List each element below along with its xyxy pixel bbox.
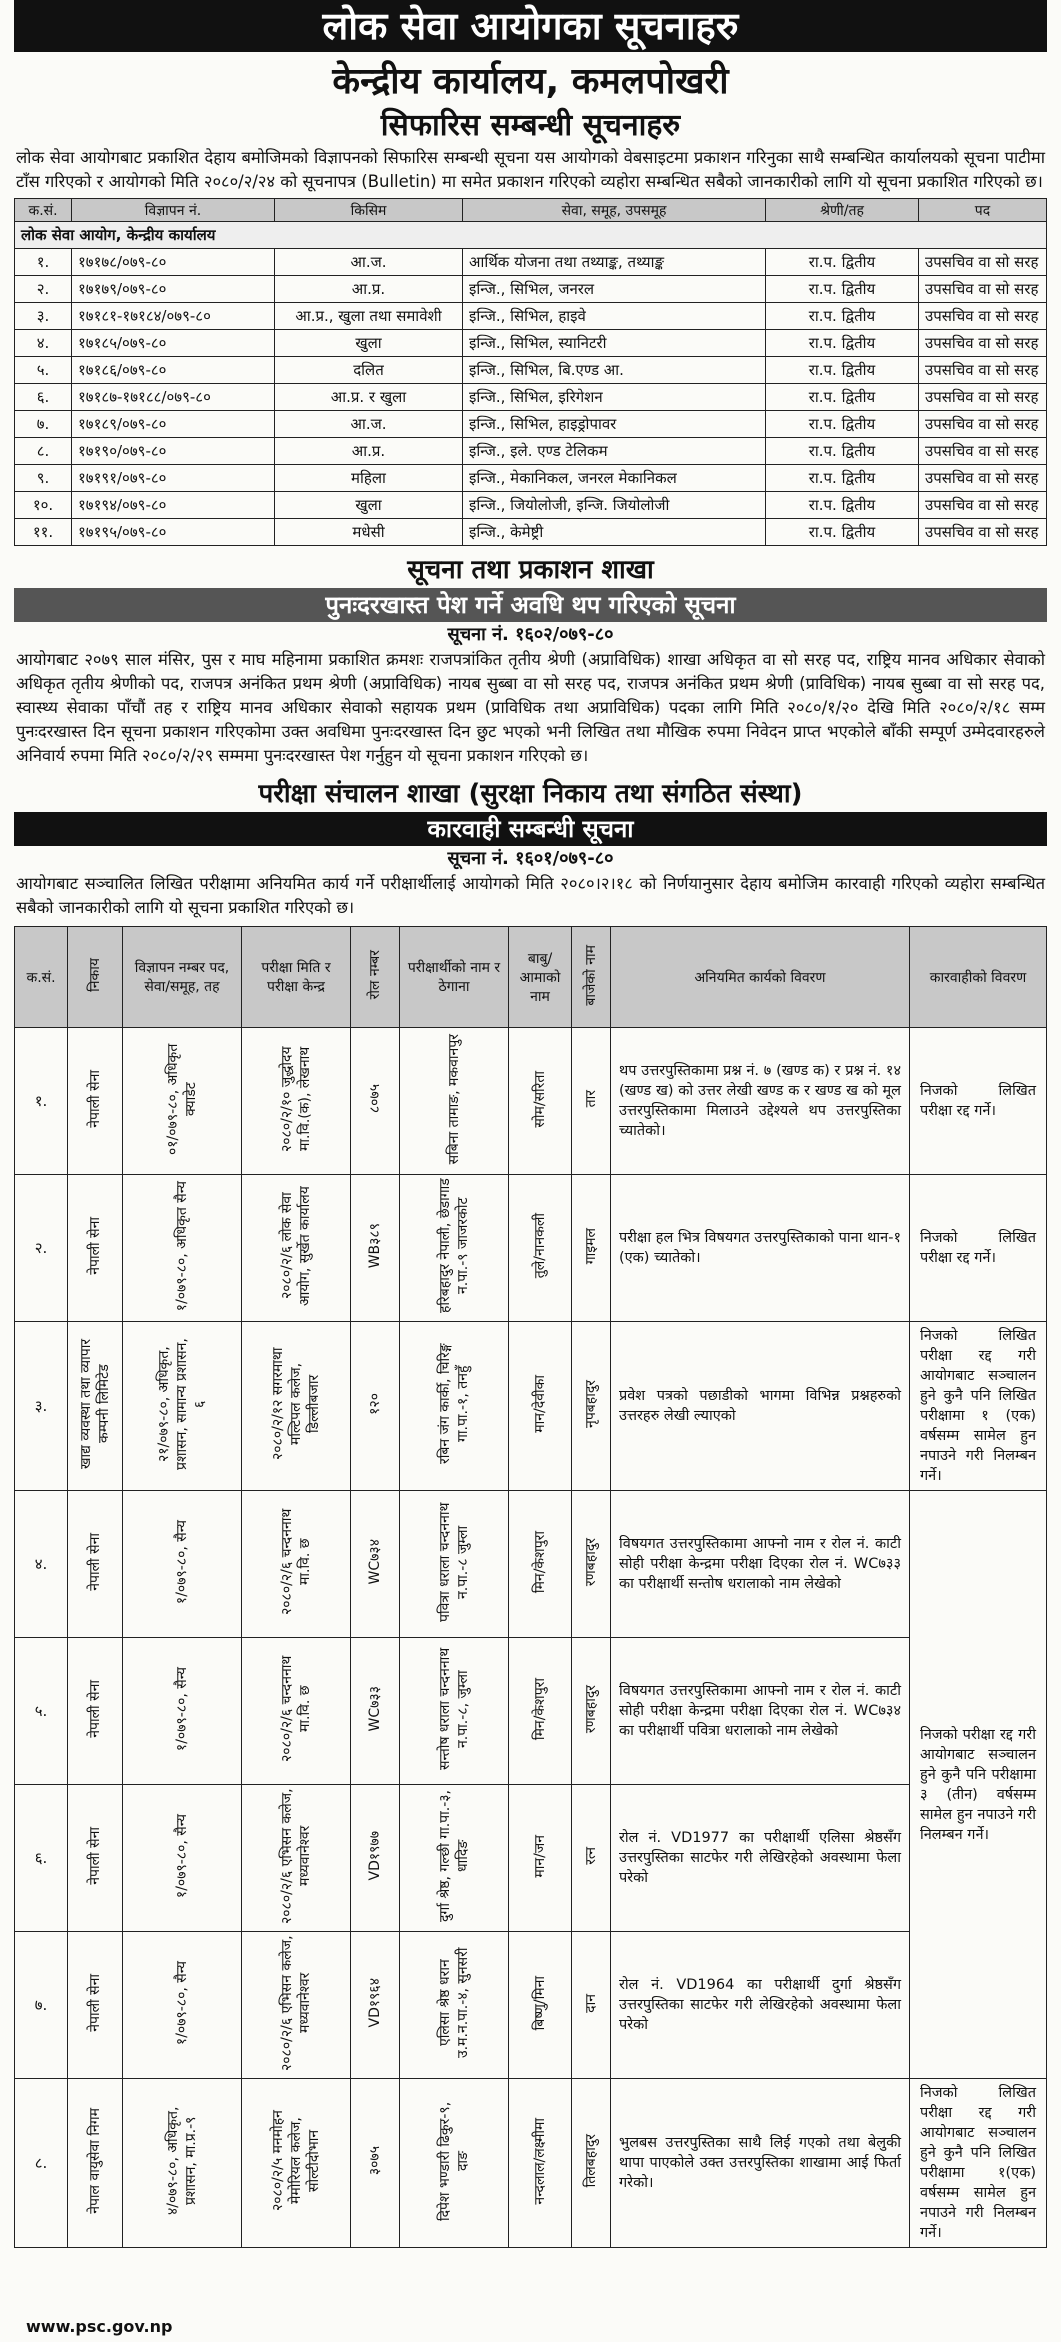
cell-gp-text: रणबहादुर	[583, 1537, 599, 1587]
info-notice-number: सूचना नं. १६०२/०७९-८०	[447, 624, 614, 645]
cell-service: इन्जि., सिभिल, बि.एण्ड आ.	[463, 357, 766, 384]
exam-paragraph: आयोगबाट सञ्चालित लिखित परीक्षामा अनियमित कार्य गर्ने परीक्षार्थीलाई आयोगको मिति २०८०।२।१८ को निर्णयानुसार देहाय बमोजिम कारवाही गरिएको व्यहोरा सम्बन्धित सबैको जानकारीको लागि यो सूचना प्रकाशित गरिएको छ।	[16, 874, 1045, 917]
cell-service: इन्जि., सिभिल, इरिगेशन	[463, 384, 766, 411]
col-sn: क.सं.	[15, 199, 72, 222]
cell-exam-text: २०८०/२/६ एभिसन कलेज, मध्यवानेश्वर	[279, 1935, 313, 2071]
cell-ad: १७१९४/०७९-८०	[72, 492, 275, 519]
cell-gp	[572, 1322, 611, 1491]
cell-name	[400, 1175, 509, 1322]
cell-sn: ७.	[15, 411, 72, 438]
cell-roll-text: ३०७५	[367, 2146, 383, 2176]
cell-name-text: सन्तोष धराला चन्दननाथ न.पा.-८, जुम्ला	[437, 1647, 471, 1771]
table-header-row	[15, 199, 1047, 222]
cell-name-text: एलिसा श्रेष्ठ धरान उ.म.न.पा.-४, सुनसरी	[437, 1947, 471, 2059]
cell-level: रा.प. द्वितीय	[766, 384, 919, 411]
cell-parent	[509, 1785, 572, 1932]
cell-type: आ.प्र.	[275, 276, 463, 303]
cell-sn: ३.	[15, 303, 72, 330]
table-row	[15, 2079, 1047, 2248]
intro-paragraph: लोक सेवा आयोगबाट प्रकाशित देहाय बमोजिमको विज्ञापनको सिफारिस सम्बन्धी सूचना यस आयोगको वेबसाइटमा प्रकाशन गरिनुका साथै सम्बन्धित कार्यालयको सूचना पाटीमा टाँस गरिएको र आयोगको मिति २०८०/२/२४ को सूचनापत्र (Bulletin) मा समेत प्रकाशन गरिएको व्यहोरा सम्बन्धित सबैको जानकारीको लागि यो सूचना प्रकाशित गरिएको छ।	[16, 148, 1045, 191]
action-table-header	[15, 927, 1047, 1028]
cell-service: इन्जि., सिभिल, हाइड्रोपावर	[463, 411, 766, 438]
cell-type: मधेसी	[275, 519, 463, 546]
cell-desc: प्रवेश पत्रको पछाडीको भागमा विभिन्न प्रश्नहरुको उत्तरहरु लेखी ल्याएको	[611, 1322, 910, 1491]
cell-roll	[351, 1175, 400, 1322]
cell-exam-text: २०८०/२/६ लोक सेवा आयोग, सुर्खेत कार्यालय	[279, 1186, 313, 1306]
cell-gp	[572, 1785, 611, 1932]
cell-level: रा.प. द्वितीय	[766, 276, 919, 303]
cell-roll-text: WC७३४	[367, 1539, 383, 1585]
cell-sn: २.	[15, 276, 72, 303]
cell-post: उपसचिव वा सो सरह	[919, 357, 1047, 384]
cell-type: आ.प्र.	[275, 438, 463, 465]
table-row	[15, 1322, 1047, 1491]
table-row	[15, 465, 1047, 492]
cell-action: निजको लिखित परीक्षा रद्द गरी आयोगबाट सञ्चालन हुने कुनै पनि लिखित परीक्षामा १(एक) वर्षसम्म सामेल हुन नपाउने गरी निलम्बन गर्ने।	[910, 2079, 1047, 2248]
cell-post: उपसचिव वा सो सरह	[919, 438, 1047, 465]
cell-service: आर्थिक योजना तथा तथ्याङ्क, तथ्याङ्क	[463, 249, 766, 276]
cell-ad	[123, 1638, 242, 1785]
cell-level: रा.प. द्वितीय	[766, 492, 919, 519]
cell-exam	[242, 1785, 351, 1932]
cell-gp-text: दान	[583, 1993, 599, 2013]
cell-org	[68, 1491, 123, 1638]
cell-ad: १७१७८/०७९-८०	[72, 249, 275, 276]
table-row	[15, 276, 1047, 303]
cell-level: रा.प. द्वितीय	[766, 465, 919, 492]
col-parent: बाबु/आमाको नाम	[509, 927, 572, 1028]
cell-type: खुला	[275, 492, 463, 519]
table-row	[15, 303, 1047, 330]
col-roll: रोल नम्बर	[351, 927, 400, 1028]
cell-ad-text: १/०७९-८०, सैन्य	[174, 1666, 190, 1752]
col-type: किसिम	[275, 199, 463, 222]
cell-sn: ५.	[15, 1638, 68, 1785]
col-ad: विज्ञापन नं.	[72, 199, 275, 222]
cell-type: आ.प्र., खुला तथा समावेशी	[275, 303, 463, 330]
cell-roll	[351, 1785, 400, 1932]
cell-ad-text: १/०७९-८०, सैन्य	[174, 1960, 190, 2046]
cell-org	[68, 1785, 123, 1932]
table-row	[15, 384, 1047, 411]
cell-level: रा.प. द्वितीय	[766, 411, 919, 438]
cell-ad	[123, 1322, 242, 1491]
cell-gp	[572, 1491, 611, 1638]
cell-ad: १७१८१-१७१८४/०७९-८०	[72, 303, 275, 330]
cell-post: उपसचिव वा सो सरह	[919, 249, 1047, 276]
cell-exam	[242, 2079, 351, 2248]
cell-exam-text: २०८०/२/६ चन्दननाथ मा.वि. छ	[279, 1508, 313, 1616]
cell-roll-text: ८०७५	[367, 1084, 383, 1114]
cell-ad-text: ४/०७९-८०, अधिकृत, प्रशासन, मा.प्र.-९	[165, 2106, 199, 2216]
cell-roll	[351, 2079, 400, 2248]
cell-parent-text: सोम/सरिता	[532, 1070, 548, 1128]
cell-exam	[242, 1932, 351, 2079]
table-row	[15, 492, 1047, 519]
table-row	[15, 1932, 1047, 2079]
cell-post: उपसचिव वा सो सरह	[919, 303, 1047, 330]
cell-name	[400, 1785, 509, 1932]
cell-sn: ६.	[15, 384, 72, 411]
cell-org-text: नेपाली सेना	[87, 1680, 103, 1738]
cell-roll	[351, 1491, 400, 1638]
info-section-title: सूचना तथा प्रकाशन शाखा	[407, 555, 654, 585]
cell-post: उपसचिव वा सो सरह	[919, 276, 1047, 303]
table-row	[15, 411, 1047, 438]
cell-org-text: नेपाली सेना	[87, 1974, 103, 2032]
cell-ad-text: १/०७९-८०, सैन्य	[174, 1813, 190, 1899]
cell-org-text: नेपाली सेना	[87, 1827, 103, 1885]
cell-type: आ.प्र. र खुला	[275, 384, 463, 411]
cell-level: रा.प. द्वितीय	[766, 330, 919, 357]
cell-level: रा.प. द्वितीय	[766, 519, 919, 546]
cell-type: आ.ज.	[275, 411, 463, 438]
cell-ad-text: २१/०७९-८०, अधिकृत, प्रशासन, सामान्य प्रशासन, ६	[156, 1338, 208, 1470]
cell-exam-text: २०८०/२/१२ सगरमाथा मल्टिपल कलेज, डिल्लीबजार	[270, 1347, 322, 1461]
cell-sn: ३.	[15, 1322, 68, 1491]
cell-sn: ६.	[15, 1785, 68, 1932]
cell-service: इन्जि., सिभिल, स्यानिटरी	[463, 330, 766, 357]
cell-org	[68, 1638, 123, 1785]
cell-gp	[572, 1638, 611, 1785]
exam-notice-number: सूचना नं. १६०१/०७९-८०	[447, 848, 614, 869]
cell-roll	[351, 1638, 400, 1785]
cell-post: उपसचिव वा सो सरह	[919, 411, 1047, 438]
cell-type: खुला	[275, 330, 463, 357]
cell-sn: १.	[15, 249, 72, 276]
cell-exam	[242, 1491, 351, 1638]
cell-org-text: नेपाली सेना	[87, 1533, 103, 1591]
cell-post: उपसचिव वा सो सरह	[919, 492, 1047, 519]
col-grandparent: बाजेको नाम	[572, 927, 611, 1028]
cell-parent	[509, 1322, 572, 1491]
cell-parent-text: मान/जन	[532, 1834, 548, 1878]
cell-parent-text: मिन/केशपुरा	[532, 1677, 548, 1741]
col-service: सेवा, समूह, उपसमूह	[463, 199, 766, 222]
cell-exam	[242, 1322, 351, 1491]
cell-ad	[123, 1491, 242, 1638]
cell-service: इन्जि., सिभिल, हाइवे	[463, 303, 766, 330]
cell-name-text: सबिना तामाङ, मकवानपुर	[446, 1033, 462, 1165]
cell-roll-text: VD१९६४	[367, 1978, 383, 2028]
cell-ad: १७१८७-१७१८८/०७९-८०	[72, 384, 275, 411]
cell-roll-text: १२०	[367, 1393, 383, 1415]
cell-gp-text: रत्न	[583, 1847, 599, 1865]
cell-name	[400, 1638, 509, 1785]
cell-name-text: पवित्रा धराला चन्दननाथ न.पा.-८ जुम्ला	[437, 1502, 471, 1622]
cell-name-text: रबिन जंग कार्की, चिरिङ्ग गा.पा.-१, तनहुँ	[437, 1343, 471, 1465]
footer-url[interactable]: www.psc.gov.np	[26, 2317, 173, 2336]
cell-org-text: नेपाल वायुसेवा निगम	[87, 2108, 103, 2214]
cell-ad	[123, 2079, 242, 2248]
cell-service: इन्जि., सिभिल, जनरल	[463, 276, 766, 303]
cell-post: उपसचिव वा सो सरह	[919, 519, 1047, 546]
cell-exam-text: २०८०/२/६ एभिसन कलेज, मध्यवानेश्वर	[279, 1788, 313, 1924]
cell-ad: १७१८६/०७९-८०	[72, 357, 275, 384]
recommendation-table	[14, 198, 1047, 546]
cell-desc: विषयगत उत्तरपुस्तिकामा आफ्नो नाम र रोल नं. काटी सोही परीक्षा केन्द्रमा परीक्षा दिएका रोल नं. WC७३४ का परीक्षार्थी पवित्रा धरालाको नाम लेखेको	[611, 1638, 910, 1785]
page-banner: लोक सेवा आयोगका सूचनाहरु	[14, 0, 1047, 52]
col-sn: क.सं.	[15, 927, 68, 1028]
cell-gp-text: नृपबहादुर	[583, 1380, 599, 1428]
col-post: पद	[919, 199, 1047, 222]
cell-type: आ.ज.	[275, 249, 463, 276]
cell-sn: ९.	[15, 465, 72, 492]
cell-ad: १७१९१/०७९-८०	[72, 465, 275, 492]
cell-exam	[242, 1638, 351, 1785]
cell-action: निजको लिखित परीक्षा रद्द गरी आयोगबाट सञ्चालन हुने कुनै पनि लिखित परीक्षामा १ (एक) वर्षसम्म सामेल हुन नपाउने गरी निलम्बन गर्ने।	[910, 1322, 1047, 1491]
cell-sn: ७.	[15, 1932, 68, 2079]
cell-sn: १.	[15, 1028, 68, 1175]
cell-sn: २.	[15, 1175, 68, 1322]
cell-exam	[242, 1175, 351, 1322]
cell-ad-text: १/०७९-८०, अधिकृत सैन्य	[174, 1180, 190, 1312]
cell-parent	[509, 1932, 572, 2079]
cell-level: रा.प. द्वितीय	[766, 249, 919, 276]
cell-name-text: दिपेश भण्डारी ढिकुर-९, दाङ	[437, 2101, 471, 2221]
table-row	[15, 1028, 1047, 1175]
cell-parent-text: नन्दलाल/लक्ष्मीमा	[532, 2117, 548, 2205]
cell-ad: १७१९५/०७९-८०	[72, 519, 275, 546]
cell-parent-text: मिन/केशपुरा	[532, 1530, 548, 1594]
cell-level: रा.प. द्वितीय	[766, 303, 919, 330]
cell-exam	[242, 1028, 351, 1175]
table-row	[15, 438, 1047, 465]
cell-sn: ११.	[15, 519, 72, 546]
cell-ad-text: ०१/०७९-८०, अधिकृत क्याडेट	[165, 1043, 199, 1155]
cell-level: रा.प. द्वितीय	[766, 357, 919, 384]
exam-section-bar: कारवाही सम्बन्धी सूचना	[14, 812, 1047, 846]
info-paragraph: आयोगबाट २०७९ साल मंसिर, पुस र माघ महिनामा प्रकाशित क्रमशः राजपत्रांकित तृतीय श्रेणी (अप्राविधिक) शाखा अधिकृत वा सो सरह पद, राष्ट्रिय मानव अधिकार सेवाको अधिकृत तृतीय श्रेणीको पद, राजपत्र अनंकित प्रथम श्रेणी (अप्राविधिक) नायब सुब्बा वा सो सरह पद, राजपत्र अनंकित प्रथम श्रेणी (प्राविधिक) नायब सुब्बा वा सो सरह पद, स्वास्थ्य सेवाका पाँचौं तह र राष्ट्रिय मानव अधिकार सेवाको सहायक प्रथम (प्राविधिक तथा अप्राविधिक) पदका लागि मिति २०८०/१/२० देखि मिति २०८०/२/१८ सम्म पुनःदरखास्त दिन सूचना प्रकाशन गरिएकोमा उक्त अवधिमा पुनःदरखास्त दिन छुट भएको भनी लिखित तथा मौखिक रुपमा निवेदन प्राप्त भएकोले बाँकी सम्पूर्ण उम्मेदवारहरुले अनिवार्य रुपमा मिति २०८०/२/२९ सम्ममा पुनःदरखास्त पेश गर्नुहुन यो सूचना प्रकाशन गरिएको छ।	[16, 650, 1045, 765]
cell-ad: १७१७९/०७९-८०	[72, 276, 275, 303]
cell-name-text: हरिबहादुर नेपाली, छेडागाड न.पा.-९ जाजरकोट	[437, 1178, 471, 1314]
cell-post: उपसचिव वा सो सरह	[919, 384, 1047, 411]
cell-ad	[123, 1785, 242, 1932]
cell-org	[68, 1028, 123, 1175]
table-row	[15, 1491, 1047, 1638]
cell-org	[68, 1322, 123, 1491]
cell-org	[68, 2079, 123, 2248]
cell-parent	[509, 1638, 572, 1785]
cell-sn: ८.	[15, 2079, 68, 2248]
cell-action: निजको लिखित परीक्षा रद्द गर्ने।	[910, 1175, 1047, 1322]
table-row	[15, 519, 1047, 546]
table-row	[15, 1638, 1047, 1785]
table-row	[15, 1175, 1047, 1322]
cell-sn: १०.	[15, 492, 72, 519]
cell-gp-text: गाइमल	[583, 1227, 599, 1265]
cell-ad: १७१९०/०७९-८०	[72, 438, 275, 465]
group-label: लोक सेवा आयोग, केन्द्रीय कार्यालय	[15, 222, 1047, 249]
cell-gp-text: रणबहादुर	[583, 1684, 599, 1734]
cell-roll-text: WB३८९	[367, 1223, 383, 1269]
cell-ad	[123, 1028, 242, 1175]
col-org: निकाय	[68, 927, 123, 1028]
cell-type: दलित	[275, 357, 463, 384]
cell-name	[400, 1322, 509, 1491]
cell-name-text: दुर्गा श्रेष्ठ, गल्छी गा.पा.-३, धादिङ	[437, 1790, 471, 1922]
cell-desc: परीक्षा हल भित्र विषयगत उत्तरपुस्तिकाको पाना थान-१ (एक) च्यातेको।	[611, 1175, 910, 1322]
cell-sn: ८.	[15, 438, 72, 465]
cell-roll	[351, 1932, 400, 2079]
cell-desc: रोल नं. VD1977 का परीक्षार्थी एलिसा श्रेष्ठसँग उत्तरपुस्तिका साटफेर गरी लेखिरहेको अवस्थामा फेला परेको	[611, 1785, 910, 1932]
cell-sn: ४.	[15, 1491, 68, 1638]
cell-parent-text: बिष्णु/मिना	[532, 1975, 548, 2031]
cell-service: इन्जि., मेकानिकल, जनरल मेकानिकल	[463, 465, 766, 492]
action-table	[14, 926, 1047, 2248]
cell-action: निजको लिखित परीक्षा रद्द गर्ने।	[910, 1028, 1047, 1175]
cell-gp-text: तिलबहादुर	[583, 2134, 599, 2188]
cell-service: इन्जि., इले. एण्ड टेलिकम	[463, 438, 766, 465]
cell-org-text: नेपाली सेना	[87, 1217, 103, 1275]
cell-desc: विषयगत उत्तरपुस्तिकामा आफ्नो नाम र रोल नं. काटी सोही परीक्षा केन्द्रमा परीक्षा दिएका रोल नं. WC७३३ का परीक्षार्थी सन्तोष धरालाको नाम लेखेको	[611, 1491, 910, 1638]
cell-sn: ४.	[15, 330, 72, 357]
cell-exam-text: २०८०/२/५ मनमोहन मेमोरियल कलेज, सोल्टीदोभान	[270, 2110, 322, 2212]
col-ad: विज्ञापन नम्बर पद, सेवा/समूह, तह	[123, 927, 242, 1028]
cell-service: इन्जि., केमेष्ट्री	[463, 519, 766, 546]
cell-gp	[572, 1932, 611, 2079]
cell-gp-text: तार	[583, 1090, 599, 1108]
cell-name	[400, 1491, 509, 1638]
cell-post: उपसचिव वा सो सरह	[919, 465, 1047, 492]
cell-ad: १७१८९/०७९-८०	[72, 411, 275, 438]
cell-parent	[509, 1028, 572, 1175]
col-exam: परीक्षा मिति र परीक्षा केन्द्र	[242, 927, 351, 1028]
cell-roll-text: VD१९७७	[367, 1831, 383, 1881]
cell-org-text: नेपाली सेना	[87, 1070, 103, 1128]
cell-roll	[351, 1028, 400, 1175]
cell-ad: १७१८५/०७९-८०	[72, 330, 275, 357]
cell-org	[68, 1932, 123, 2079]
table-row	[15, 249, 1047, 276]
exam-section-title: परीक्षा संचालन शाखा (सुरक्षा निकाय तथा संगठित संस्था)	[258, 779, 803, 809]
cell-name	[400, 2079, 509, 2248]
cell-desc: रोल नं. VD1964 का परीक्षार्थी दुर्गा श्रेष्ठसँग उत्तरपुस्तिका साटफेर गरी लेखिरहेको अवस्थामा फेला परेको	[611, 1932, 910, 2079]
col-level: श्रेणी/तह	[766, 199, 919, 222]
cell-exam-text: २०८०/२/६ चन्दननाथ मा.वि. छ	[279, 1655, 313, 1763]
table-row	[15, 357, 1047, 384]
col-desc: अनियमित कार्यको विवरण	[611, 927, 910, 1028]
cell-parent-text: मान/देवीका	[532, 1375, 548, 1433]
section-subtitle: सिफारिस सम्बन्धी सूचनाहरु	[380, 108, 681, 143]
cell-ad	[123, 1932, 242, 2079]
cell-org	[68, 1175, 123, 1322]
cell-roll-text: WC७३३	[367, 1686, 383, 1732]
cell-roll	[351, 1322, 400, 1491]
cell-level: रा.प. द्वितीय	[766, 438, 919, 465]
col-action: कारवाहीको विवरण	[910, 927, 1047, 1028]
col-name: परीक्षार्थीको नाम र ठेगाना	[400, 927, 509, 1028]
office-title: केन्द्रीय कार्यालय, कमलपोखरी	[332, 61, 729, 102]
group-row	[15, 222, 1047, 249]
cell-ad	[123, 1175, 242, 1322]
cell-exam-text: २०८०/२/१० जुद्धोदय मा.वि.(क), लेखनाथ	[279, 1046, 313, 1152]
cell-ad-text: १/०७९-८०, सैन्य	[174, 1519, 190, 1605]
cell-gp	[572, 1175, 611, 1322]
cell-parent	[509, 1491, 572, 1638]
info-section-bar: पुनःदरखास्त पेश गर्ने अवधि थप गरिएको सूचना	[14, 588, 1047, 622]
cell-type: महिला	[275, 465, 463, 492]
cell-gp	[572, 1028, 611, 1175]
cell-org-text: खाद्य व्यवस्था तथा व्यापार कम्पनी लिमिटेड	[78, 1338, 112, 1470]
cell-sn: ५.	[15, 357, 72, 384]
cell-service: इन्जि., जियोलोजी, इन्जि. जियोलोजी	[463, 492, 766, 519]
cell-parent	[509, 1175, 572, 1322]
table-row	[15, 330, 1047, 357]
cell-action: निजको परीक्षा रद्द गरी आयोगबाट सञ्चालन हुने कुनै पनि परीक्षामा ३ (तीन) वर्षसम्म सामेल हुन नपाउने गरी निलम्बन गर्ने।	[910, 1491, 1047, 2079]
cell-desc: थप उत्तरपुस्तिकामा प्रश्न नं. ७ (खण्ड क) र प्रश्न नं. १४ (खण्ड ख) को उत्तर लेखी खण्ड क र खण्ड ख को मूल उत्तरपुस्तिकामा मिलाउने उद्देश्यले थप उत्तरपुस्तिका च्यातेको।	[611, 1028, 910, 1175]
cell-desc: भुलबस उत्तरपुस्तिका साथै लिई गएको तथा बेलुकी थापा पाएकोले उक्त उत्तरपुस्तिका शाखामा आई फिर्ता गरेको।	[611, 2079, 910, 2248]
cell-name	[400, 1028, 509, 1175]
cell-post: उपसचिव वा सो सरह	[919, 330, 1047, 357]
table-row	[15, 1785, 1047, 1932]
cell-gp	[572, 2079, 611, 2248]
cell-parent-text: तुले/नानकली	[532, 1213, 548, 1279]
cell-parent	[509, 2079, 572, 2248]
cell-name	[400, 1932, 509, 2079]
